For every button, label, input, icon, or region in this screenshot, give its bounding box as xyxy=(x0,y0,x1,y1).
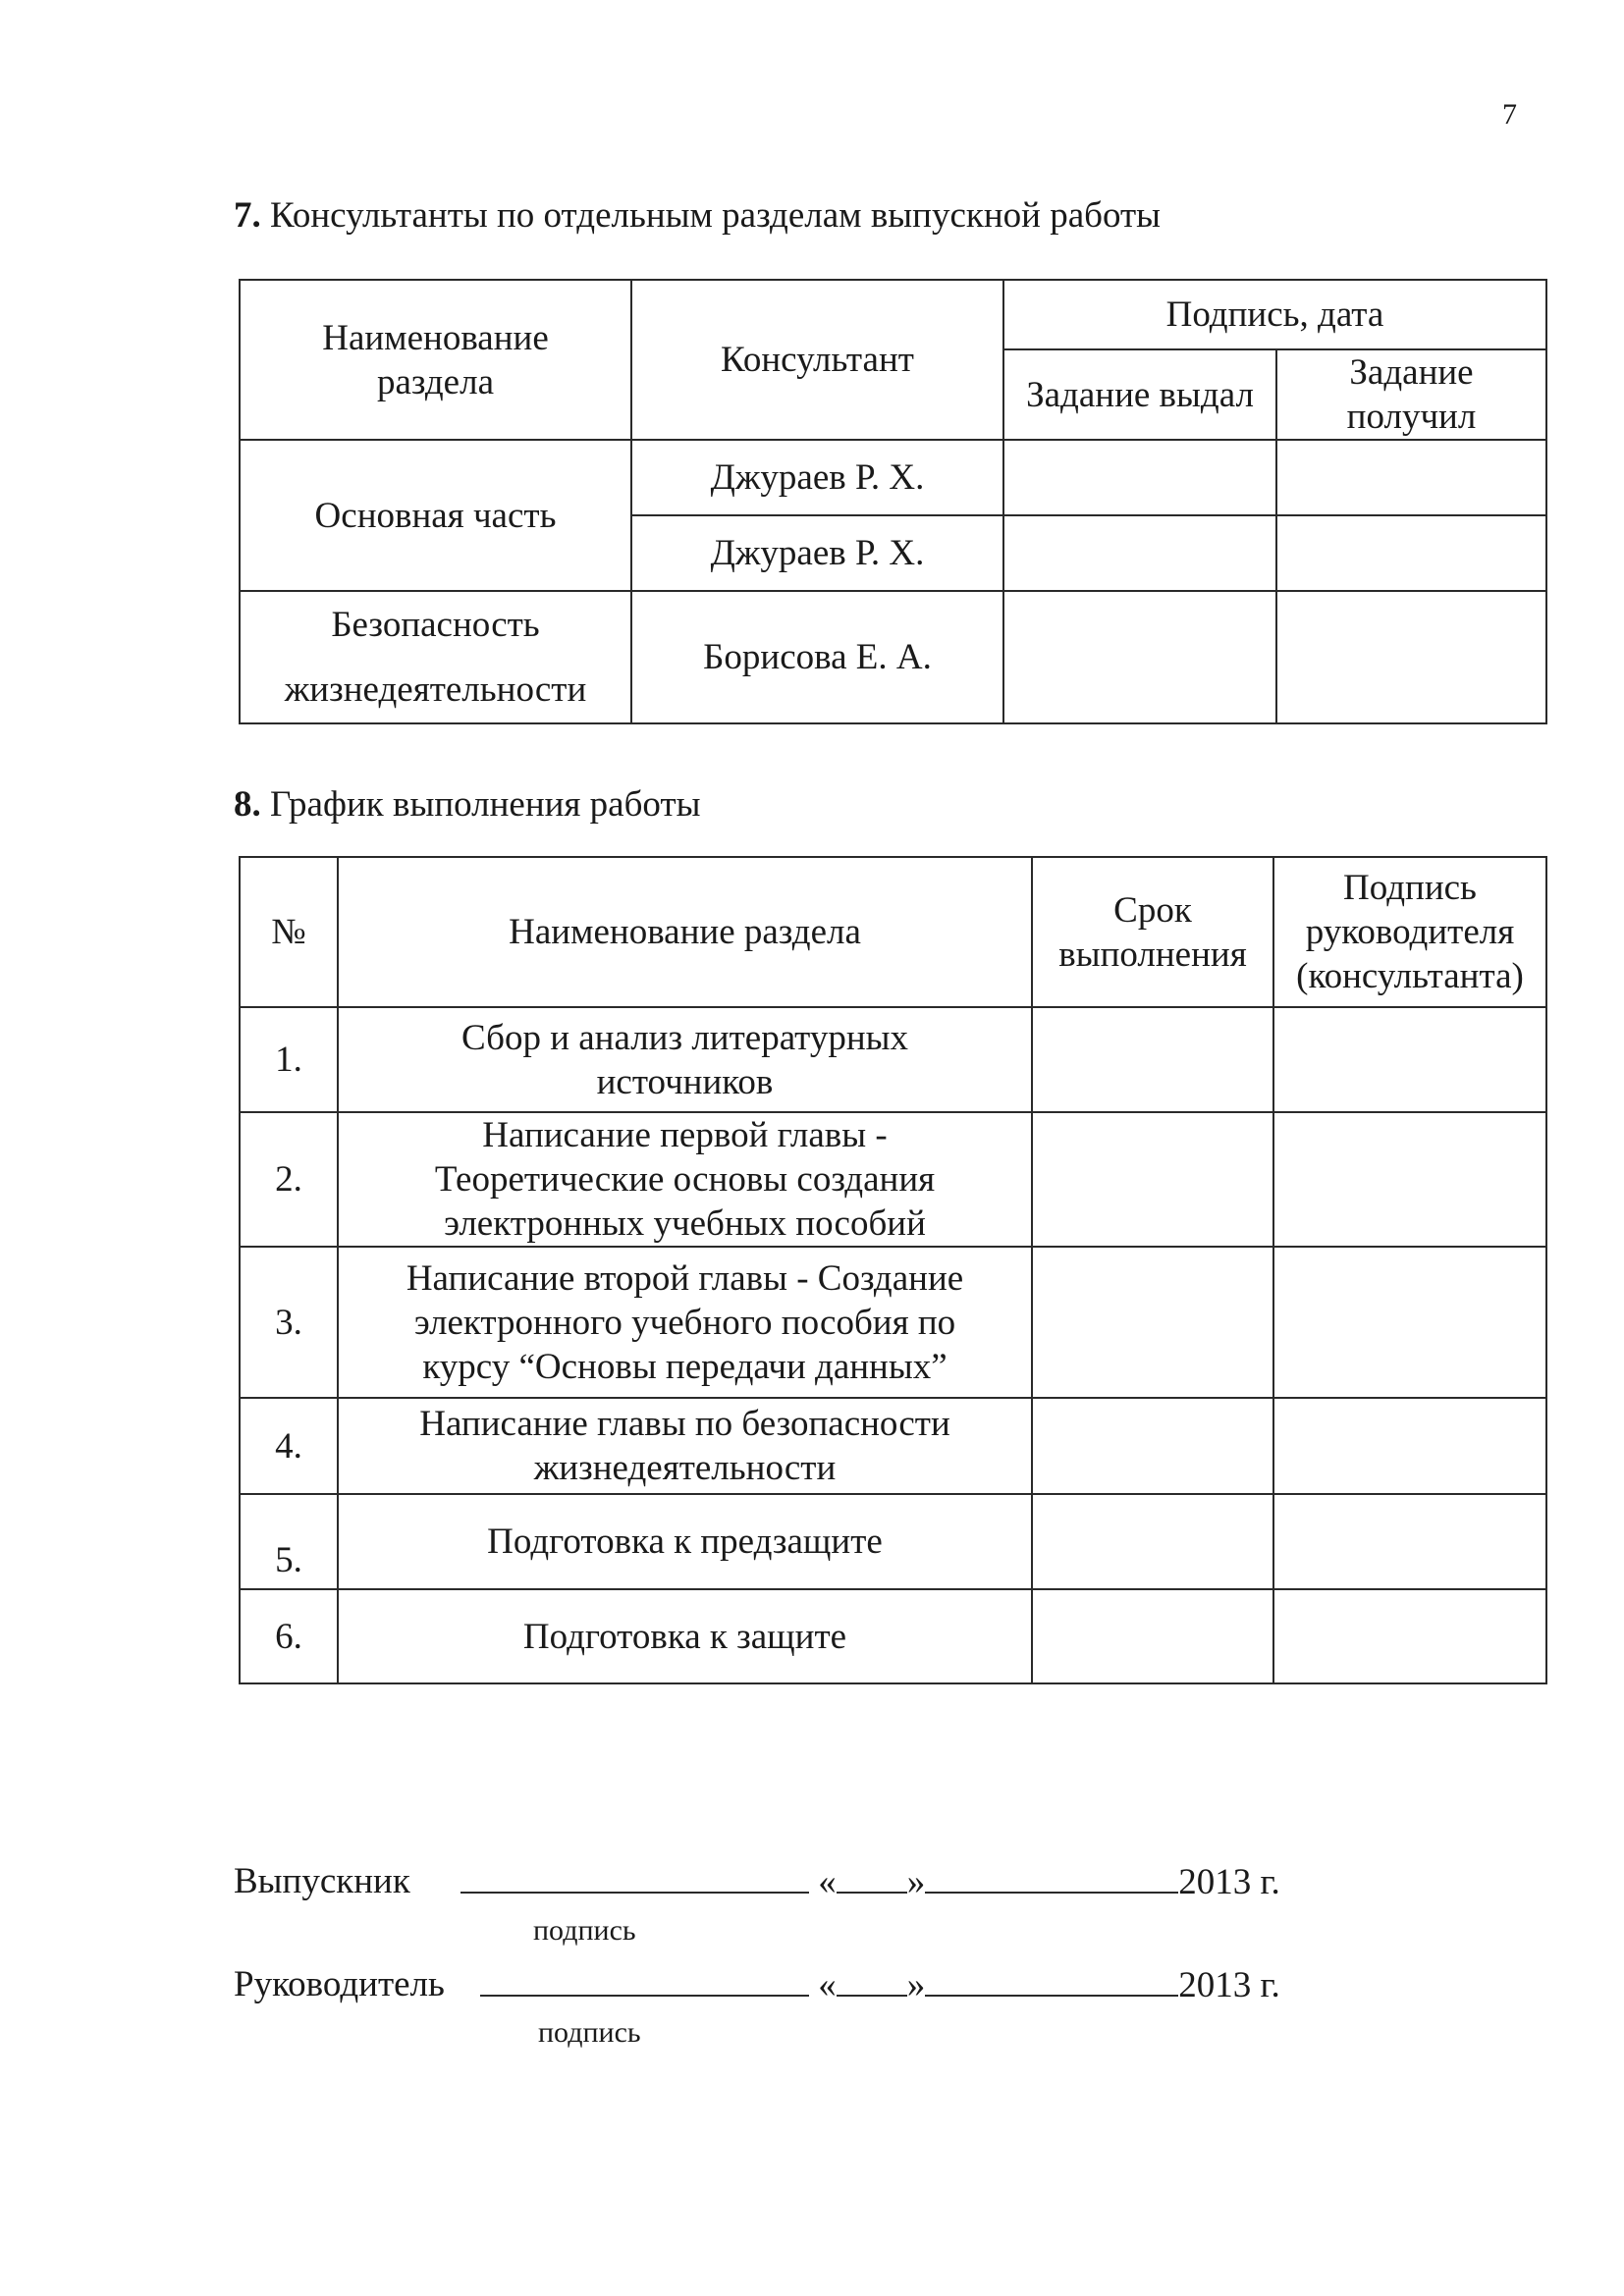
row-num: 3. xyxy=(240,1247,338,1398)
table-row xyxy=(240,1398,1546,1494)
section-7-heading xyxy=(234,194,1161,237)
graduate-signature-line: Выпускник « » 2013 г. xyxy=(234,1861,1280,1902)
signature-cell xyxy=(1273,1247,1546,1398)
header-signature-date: Подпись, дата xyxy=(1003,280,1546,349)
header-section-name: Наименование раздела xyxy=(240,280,631,440)
day-blank xyxy=(837,1963,907,1997)
deadline-cell xyxy=(1032,1589,1273,1683)
sign-issued-cell xyxy=(1003,515,1276,591)
consultants-table xyxy=(239,279,1547,724)
sign-issued-cell xyxy=(1003,591,1276,723)
row-num: 4. xyxy=(240,1398,338,1494)
header-signature: Подпись руководителя (консультанта) xyxy=(1273,857,1546,1007)
row-num: 1. xyxy=(240,1007,338,1112)
month-blank xyxy=(925,1963,1178,1997)
consultant-name: Борисова Е. А. xyxy=(631,591,1003,723)
graduate-signature-caption: подпись xyxy=(533,1914,636,1947)
signature-cell xyxy=(1273,1112,1546,1247)
table-row xyxy=(240,1112,1546,1247)
row-num: 6. xyxy=(240,1589,338,1683)
signature-blank xyxy=(480,1963,809,1997)
consultant-name: Джураев Р. Х. xyxy=(631,440,1003,515)
row-name: Написание главы по безопасности жизнедеятельности xyxy=(338,1398,1032,1494)
section-7-title: Консультанты по отдельным разделам выпускной работы xyxy=(270,195,1161,236)
sign-received-cell xyxy=(1276,591,1546,723)
header-deadline: Срок выполнения xyxy=(1032,857,1273,1007)
section-8-title: График выполнения работы xyxy=(270,784,701,825)
deadline-cell xyxy=(1032,1247,1273,1398)
signature-cell xyxy=(1273,1007,1546,1112)
row-name: Подготовка к защите xyxy=(338,1589,1032,1683)
table-row xyxy=(240,1494,1546,1589)
deadline-cell xyxy=(1032,1494,1273,1589)
section-8-heading xyxy=(234,783,700,826)
deadline-cell xyxy=(1032,1398,1273,1494)
header-section-name: Наименование раздела xyxy=(338,857,1032,1007)
row-name: Написание первой главы - Теоретические основы создания электронных учебных пособий xyxy=(338,1112,1032,1247)
header-task-issued: Задание выдал xyxy=(1003,349,1276,440)
graduate-label: Выпускник xyxy=(234,1861,410,1901)
consultant-name: Джураев Р. Х. xyxy=(631,515,1003,591)
sign-issued-cell xyxy=(1003,440,1276,515)
schedule-table xyxy=(239,856,1547,1684)
signature-cell xyxy=(1273,1494,1546,1589)
day-blank xyxy=(837,1860,907,1894)
supervisor-label: Руководитель xyxy=(234,1964,445,2004)
table-row xyxy=(240,1247,1546,1398)
section-7-number: 7. xyxy=(234,195,261,236)
header-num: № xyxy=(240,857,338,1007)
table-row xyxy=(240,1589,1546,1683)
row-section-main: Основная часть xyxy=(240,440,631,591)
signature-cell xyxy=(1273,1589,1546,1683)
sign-received-cell xyxy=(1276,440,1546,515)
signature-blank xyxy=(460,1860,809,1894)
row-section-safety: Безопасность жизнедеятельности xyxy=(240,591,631,723)
row-num: 2. xyxy=(240,1112,338,1247)
supervisor-signature-caption: подпись xyxy=(538,2016,641,2049)
year-text: 2013 г. xyxy=(1178,1965,1280,2005)
signature-cell xyxy=(1273,1398,1546,1494)
deadline-cell xyxy=(1032,1112,1273,1247)
supervisor-signature-line: Руководитель « » 2013 г. xyxy=(234,1964,1280,2005)
row-num: 5. xyxy=(240,1494,338,1589)
deadline-cell xyxy=(1032,1007,1273,1112)
section-8-number: 8. xyxy=(234,784,261,825)
row-name: Сбор и анализ литературных источников xyxy=(338,1007,1032,1112)
row-name: Подготовка к предзащите xyxy=(338,1494,1032,1589)
header-task-received: Задание получил xyxy=(1276,349,1546,440)
year-text: 2013 г. xyxy=(1178,1862,1280,1902)
header-consultant: Консультант xyxy=(631,280,1003,440)
row-name: Написание второй главы - Создание электронного учебного пособия по курсу “Основы передачи данных” xyxy=(338,1247,1032,1398)
sign-received-cell xyxy=(1276,515,1546,591)
table-row xyxy=(240,1007,1546,1112)
month-blank xyxy=(925,1860,1178,1894)
page-number: 7 xyxy=(1502,98,1517,131)
